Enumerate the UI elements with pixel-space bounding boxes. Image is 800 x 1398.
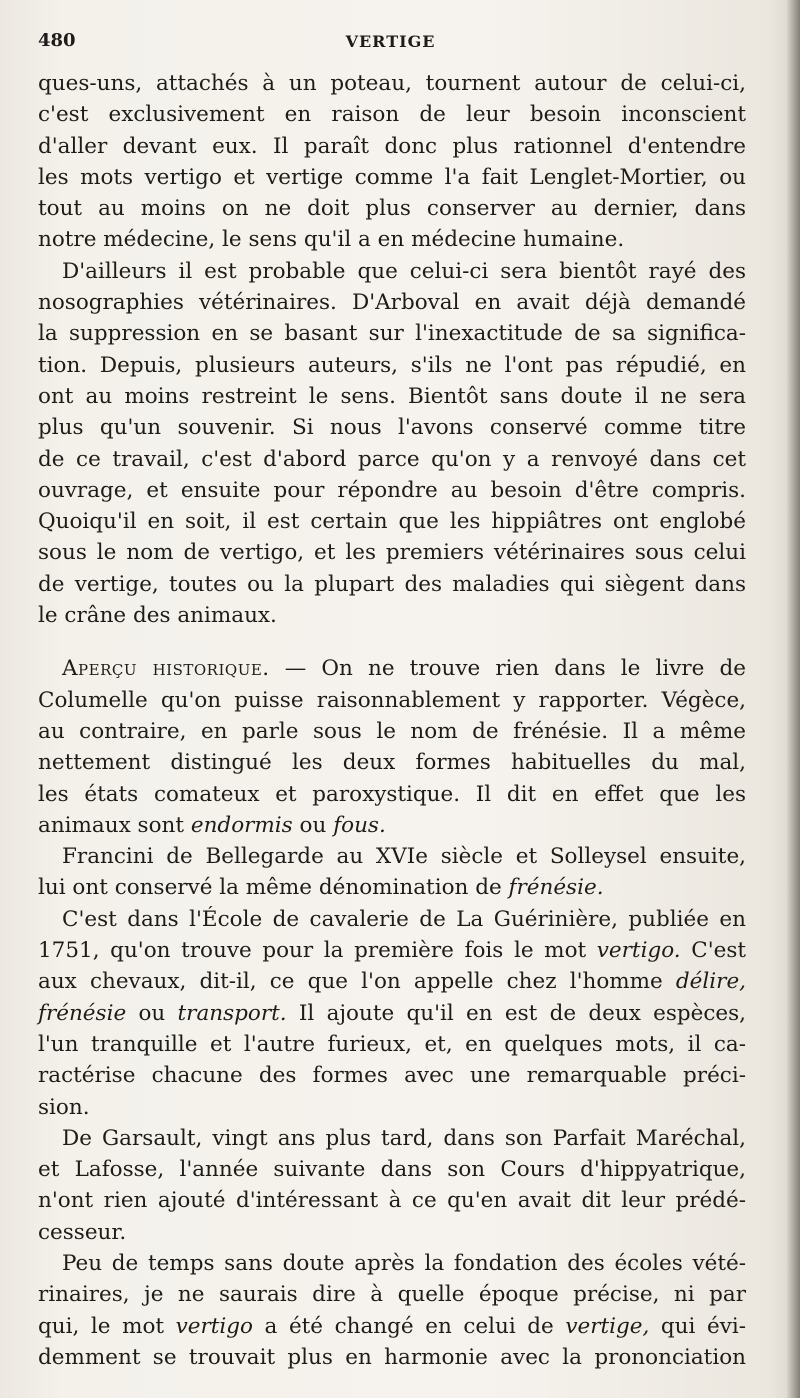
paragraph [38, 1248, 746, 1373]
text-line: D'ailleurs il est probable que celui-ci sera bientôt rayé des [62, 258, 746, 284]
text-segment: aux chevaux, dit-il, ce que l'on appelle chez l'homme [38, 969, 676, 995]
paragraph [38, 841, 746, 904]
text-line: ques-uns, attachés à un poteau, tournent autour de celui-ci, [38, 71, 746, 96]
page-gutter-shadow [786, 0, 800, 1398]
paragraph [38, 904, 746, 1123]
text-line: le crâne des animaux. [38, 603, 277, 629]
section-paragraph [38, 653, 746, 841]
text-line: nosographies vétérinaires. D'Arboval en avait déjà demandé [38, 290, 746, 316]
text-line: ont au moins restreint le sens. Bientôt sans doute il ne sera [38, 383, 746, 409]
paragraph [38, 68, 746, 256]
text-segment: animaux sont [38, 812, 191, 838]
text-segment: On ne trouve rien dans le livre de [321, 656, 747, 682]
text-line [38, 935, 746, 966]
text-line: rinaires, je ne saurais dire à quelle époque précise, ni par [38, 1282, 746, 1308]
text-segment: 1751, qu'on trouve pour la première fois le mot [38, 938, 597, 964]
text-line: de vertige, toutes ou la plupart des maladies qui siègent dans [38, 571, 746, 597]
text-line: De Garsault, vingt ans plus tard, dans son Parfait Maréchal, [62, 1125, 746, 1151]
text-line [38, 872, 746, 903]
text-line: sous le nom de vertigo, et les premiers vétérinaires sous celui [38, 540, 746, 566]
text-line [38, 810, 746, 841]
text-line: au contraire, en parle sous le nom de frénésie. Il a même [38, 718, 746, 744]
section-heading: Aperçu historique. [62, 656, 270, 682]
text-segment: qui, le mot [38, 1313, 176, 1339]
text-line: ouvrage, et ensuite pour répondre au besoin d'être compris. [38, 477, 746, 503]
text-line: la suppression en se basant sur l'inexactitude de sa significa- [38, 321, 746, 347]
text-line: sion. [38, 1094, 90, 1120]
text-line: d'aller devant eux. Il paraît donc plus rationnel d'entendre [38, 133, 746, 159]
text-line: de ce travail, c'est d'abord parce qu'on y a renvoyé dans cet [38, 446, 746, 472]
italic-term: vertigo [175, 1313, 253, 1339]
text-line: plus qu'un souvenir. Si nous l'avons conservé comme titre [38, 415, 746, 441]
text-segment: lui ont conservé la même dénomination de [38, 875, 509, 901]
running-head: VERTIGE [345, 32, 436, 51]
text-segment: ou [126, 1000, 178, 1026]
text-segment: ou [292, 812, 334, 838]
text-line: demment se trouvait plus en harmonie avec la prononciation [38, 1344, 746, 1370]
italic-term: vertige, [565, 1313, 650, 1339]
italic-term: vertigo. [596, 938, 681, 964]
text-line: C'est dans l'École de cavalerie de La Guérinière, publiée en [62, 906, 746, 932]
text-line [38, 998, 746, 1029]
text-line [38, 966, 746, 997]
text-line: l'un tranquille et l'autre furieux, et, en quelques mots, il ca- [38, 1031, 746, 1057]
italic-term: frénésie. [508, 875, 604, 901]
page-header [38, 30, 743, 60]
page-number: 480 [38, 30, 76, 51]
text-line: nettement distingué les deux formes habituelles du mal, [38, 750, 746, 776]
italic-term: endormis [190, 812, 293, 838]
text-line: ractérise chacune des formes avec une remarquable préci- [38, 1063, 746, 1089]
text-line [38, 1311, 746, 1342]
text-line: Peu de temps sans doute après la fondation des écoles vété- [62, 1250, 746, 1276]
text-line: tion. Depuis, plusieurs auteurs, s'ils ne l'ont pas répudié, en [38, 352, 746, 378]
section-gap [38, 631, 746, 653]
text-line: Francini de Bellegarde au XVIe siècle et Solleysel ensuite, [62, 844, 746, 870]
text-line: tout au moins on ne doit plus conserver au dernier, dans [38, 196, 746, 222]
paragraph [38, 256, 746, 632]
text-line [38, 653, 746, 684]
italic-term: fous. [333, 812, 386, 838]
page-body [38, 68, 746, 1373]
text-line: et Lafosse, l'année suivante dans son Cours d'hippyatrique, [38, 1157, 746, 1183]
text-line: c'est exclusivement en raison de leur besoin inconscient [38, 102, 746, 128]
text-segment: Il ajoute qu'il en est de deux espèces, [286, 1000, 746, 1026]
italic-term: transport. [177, 1000, 287, 1026]
text-segment: a été changé en celui de [252, 1313, 566, 1339]
text-line: les mots vertigo et vertige comme l'a fait Lenglet-Mortier, ou [38, 164, 746, 190]
text-line: les états comateux et paroxystique. Il dit en effet que les [38, 781, 746, 807]
text-line: cesseur. [38, 1219, 127, 1245]
text-line: Columelle qu'on puisse raisonnablement y rapporter. Végèce, [38, 687, 746, 713]
italic-term: frénésie [38, 1000, 127, 1026]
heading-dash: — [269, 656, 322, 682]
text-segment: C'est [680, 938, 746, 964]
paragraph [38, 1123, 746, 1248]
italic-term: délire, [675, 969, 746, 995]
text-line: notre médecine, le sens qu'il a en médecine humaine. [38, 227, 625, 253]
text-line: n'ont rien ajouté d'intéressant à ce qu'en avait dit leur prédé- [38, 1188, 746, 1214]
text-segment: qui évi- [649, 1313, 746, 1339]
text-line: Quoiqu'il en soit, il est certain que les hippiâtres ont englobé [38, 509, 746, 535]
